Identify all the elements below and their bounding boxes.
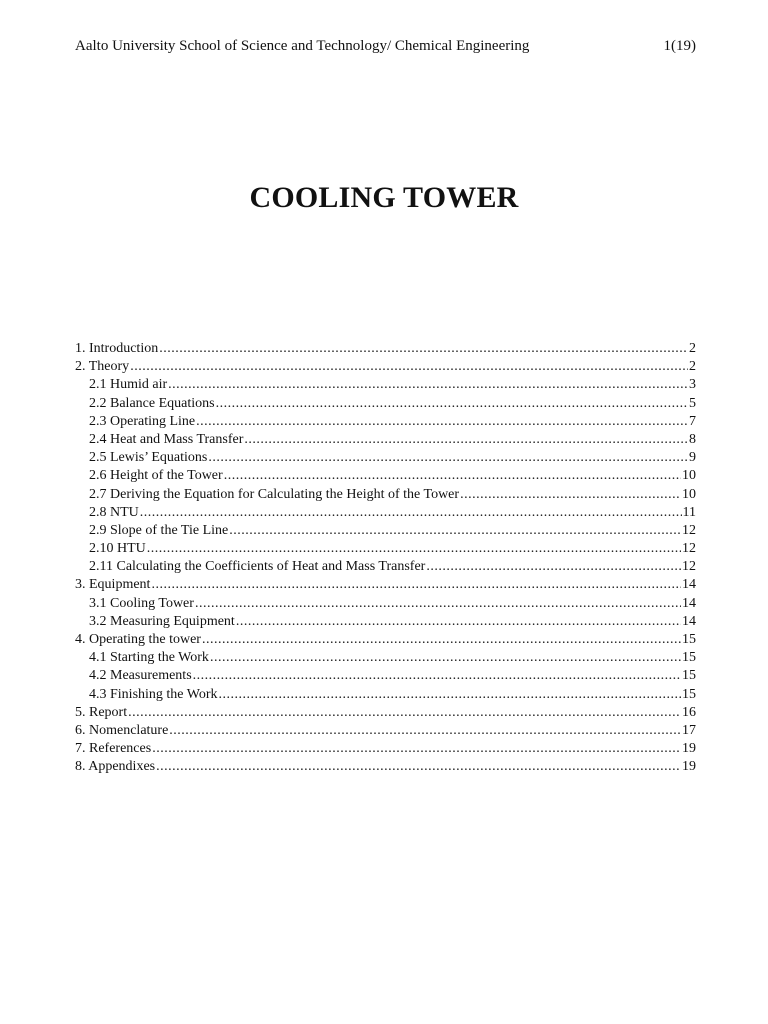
toc-entry-label: 3. Equipment	[75, 577, 151, 593]
toc-entry-label: 8. Appendixes	[75, 759, 156, 775]
toc-leader-dots	[216, 395, 688, 413]
toc-entry-label: 2.6 Height of the Tower	[89, 468, 223, 484]
toc-entry-page: 7	[689, 413, 696, 429]
toc-entry-page: 2	[689, 359, 696, 375]
toc-entry-coefficients[interactable]	[75, 558, 696, 576]
toc-entry-label: 2.2 Balance Equations	[89, 395, 215, 411]
toc-entry-page: 14	[682, 613, 696, 629]
toc-leader-dots	[244, 431, 688, 449]
toc-leader-dots	[195, 595, 681, 613]
toc-entry-starting-work[interactable]	[75, 649, 696, 667]
toc-leader-dots	[169, 722, 681, 740]
toc-leader-dots	[236, 613, 681, 631]
toc-entry-humid-air[interactable]	[75, 376, 696, 394]
toc-leader-dots	[208, 449, 688, 467]
toc-leader-dots	[151, 576, 681, 594]
toc-entry-page: 12	[682, 522, 696, 538]
toc-entry-ntu[interactable]	[75, 504, 696, 522]
page-header	[75, 36, 696, 56]
toc-entry-page: 15	[682, 632, 696, 647]
document-title: COOLING TOWER	[249, 181, 519, 214]
toc-entry-label: 2.3 Operating Line	[89, 413, 196, 429]
toc-entry-lewis-equations[interactable]	[75, 449, 696, 467]
toc-entry-label: 4.2 Measurements	[89, 668, 192, 684]
toc-entry-page: 14	[682, 577, 696, 593]
toc-leader-dots	[460, 486, 681, 504]
toc-entry-introduction[interactable]	[75, 340, 696, 358]
toc-leader-dots	[147, 540, 681, 558]
toc-entry-page: 3	[689, 377, 696, 393]
toc-entry-operating-tower[interactable]	[75, 631, 696, 649]
toc-leader-dots	[130, 358, 688, 376]
toc-leader-dots	[168, 376, 688, 394]
toc-leader-dots	[224, 467, 681, 485]
header-institution: Aalto University School of Science and Technology/ Chemical Engineering	[75, 38, 530, 54]
toc-entry-label: 4.3 Finishing the Work	[89, 686, 218, 702]
toc-entry-label: 7. References	[75, 741, 152, 757]
toc-entry-label: 1. Introduction	[75, 341, 159, 356]
toc-leader-dots	[193, 667, 681, 685]
toc-entry-page: 9	[689, 450, 696, 466]
toc-entry-page: 15	[682, 686, 696, 702]
toc-entry-label: 2.11 Calculating the Coefficients of Heat and Mass Transfer	[89, 559, 426, 575]
toc-entry-references[interactable]	[75, 740, 696, 758]
toc-entry-label: 4.1 Starting the Work	[89, 650, 209, 666]
toc-entry-label: 2.9 Slope of the Tie Line	[89, 522, 229, 538]
toc-entry-deriving-equation[interactable]	[75, 486, 696, 504]
toc-entry-theory[interactable]	[75, 358, 696, 376]
toc-entry-label: 3.2 Measuring Equipment	[89, 613, 235, 629]
toc-entry-label: 2. Theory	[75, 359, 130, 375]
toc-entry-page: 16	[682, 704, 696, 720]
toc-entry-page: 8	[689, 431, 696, 447]
toc-entry-page: 10	[682, 486, 696, 502]
toc-leader-dots	[152, 740, 681, 758]
toc-leader-dots	[202, 631, 681, 649]
toc-entry-measurements[interactable]	[75, 667, 696, 685]
toc-entry-cooling-tower[interactable]	[75, 595, 696, 613]
toc-leader-dots	[156, 758, 681, 776]
toc-entry-page: 12	[682, 541, 696, 557]
toc-entry-slope-tie-line[interactable]	[75, 522, 696, 540]
toc-entry-nomenclature[interactable]	[75, 722, 696, 740]
toc-entry-label: 3.1 Cooling Tower	[89, 595, 194, 611]
toc-leader-dots	[219, 686, 681, 704]
toc-entry-page: 5	[689, 395, 696, 411]
toc-entry-height-of-tower[interactable]	[75, 467, 696, 485]
toc-entry-appendixes[interactable]	[75, 758, 696, 776]
toc-entry-page: 2	[689, 341, 696, 356]
toc-entry-label: 2.10 HTU	[89, 541, 146, 557]
toc-entry-page: 19	[682, 741, 696, 757]
toc-entry-balance-equations[interactable]	[75, 395, 696, 413]
toc-entry-operating-line[interactable]	[75, 413, 696, 431]
toc-entry-label: 6. Nomenclature	[75, 722, 169, 738]
toc-entry-page: 15	[682, 668, 696, 684]
toc-entry-finishing-work[interactable]	[75, 686, 696, 704]
toc-entry-label: 4. Operating the tower	[75, 632, 201, 647]
toc-entry-page: 10	[682, 468, 696, 484]
toc-entry-measuring-equipment[interactable]	[75, 613, 696, 631]
toc-entry-label: 5. Report	[75, 704, 128, 720]
toc-leader-dots	[210, 649, 681, 667]
toc-entry-label: 2.5 Lewis’ Equations	[89, 450, 208, 466]
toc-entry-label: 2.8 NTU	[89, 504, 139, 520]
toc-leader-dots	[128, 704, 681, 722]
toc-entry-htu[interactable]	[75, 540, 696, 558]
toc-entry-page: 14	[682, 595, 696, 611]
toc-entry-page: 12	[682, 559, 696, 575]
toc-entry-page: 15	[682, 650, 696, 666]
toc-entry-page: 17	[682, 722, 696, 738]
table-of-contents	[75, 340, 696, 777]
toc-leader-dots	[159, 340, 688, 358]
toc-entry-equipment[interactable]	[75, 576, 696, 594]
toc-entry-label: 2.7 Deriving the Equation for Calculating the Height of the Tower	[89, 486, 460, 502]
toc-entry-page: 11	[682, 504, 696, 520]
toc-entry-page: 19	[682, 759, 696, 775]
toc-leader-dots	[140, 504, 682, 522]
toc-entry-label: 2.4 Heat and Mass Transfer	[89, 431, 244, 447]
header-page-number: 1(19)	[663, 38, 696, 54]
toc-leader-dots	[196, 413, 688, 431]
toc-entry-report[interactable]	[75, 704, 696, 722]
toc-leader-dots	[229, 522, 681, 540]
toc-leader-dots	[426, 558, 681, 576]
toc-entry-label: 2.1 Humid air	[89, 377, 168, 393]
toc-entry-heat-mass-transfer[interactable]	[75, 431, 696, 449]
